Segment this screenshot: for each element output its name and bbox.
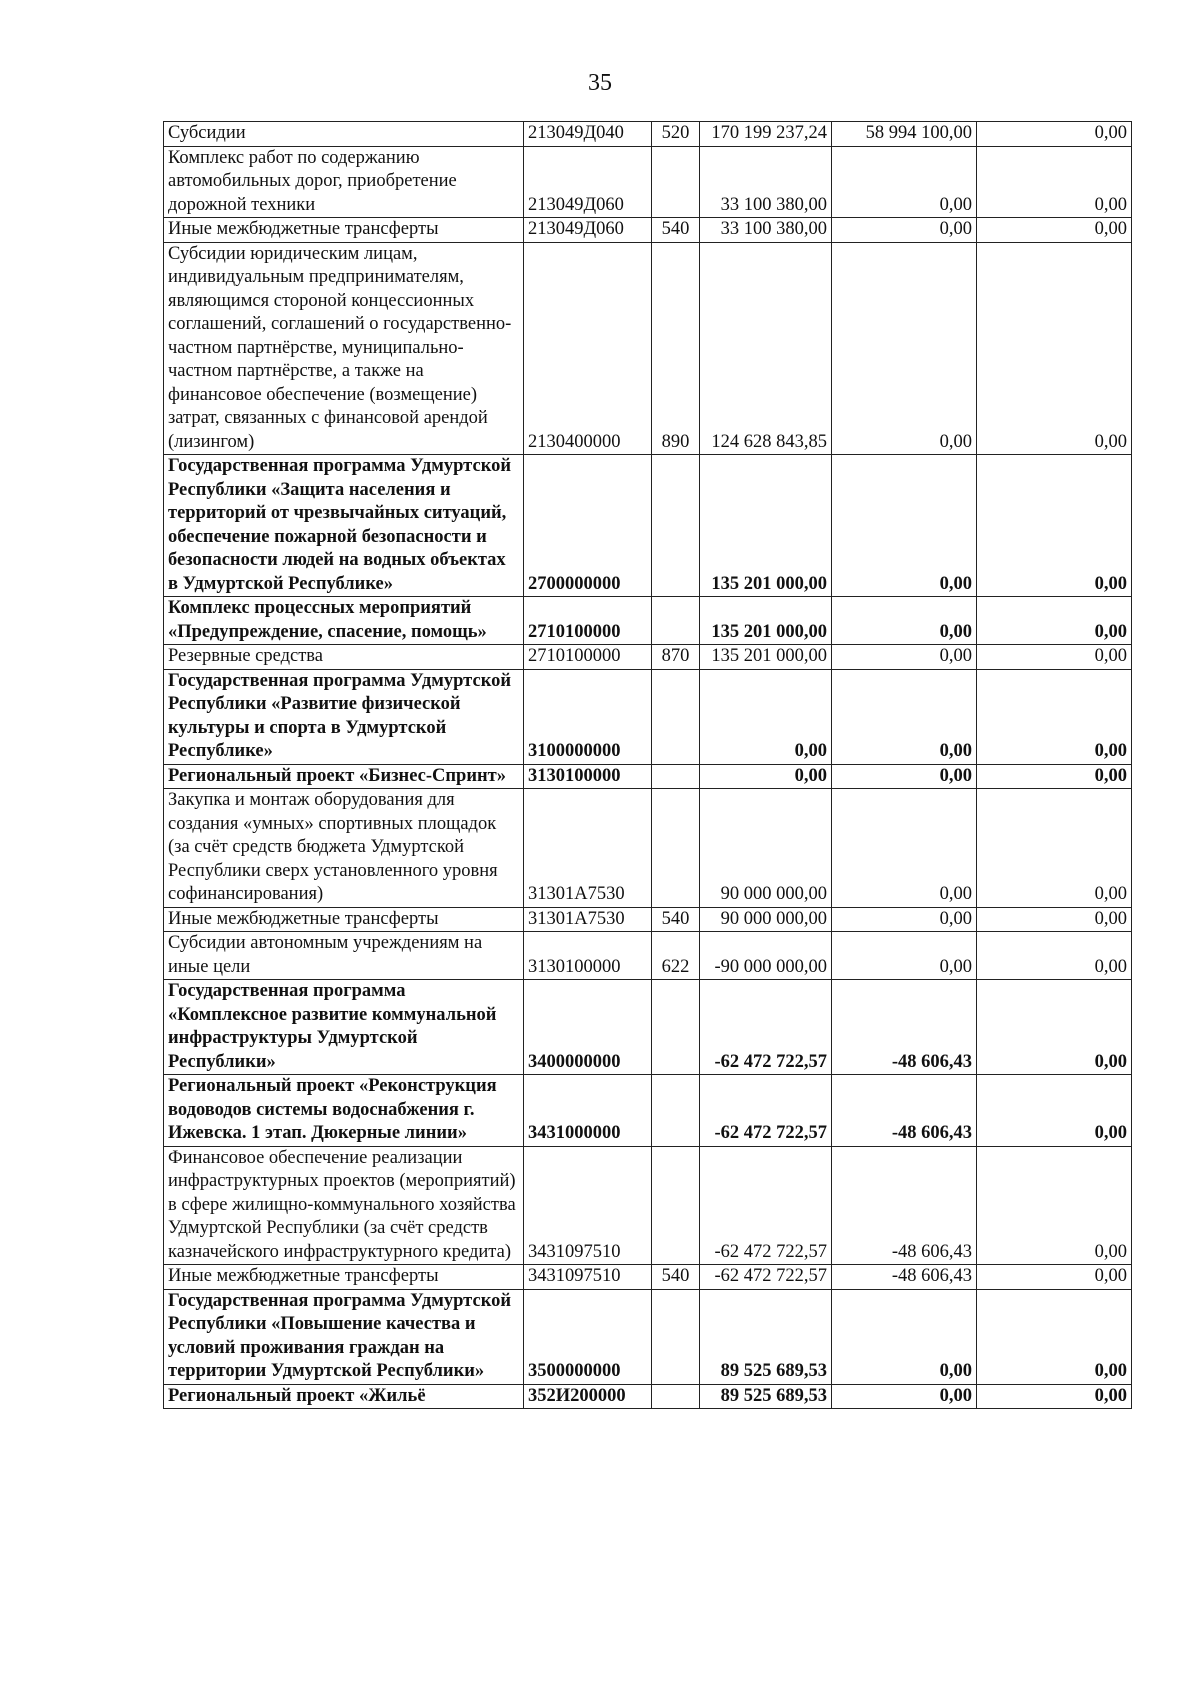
row-value-3-cell: 0,00: [977, 907, 1132, 932]
row-code-cell: 31301А7530: [524, 789, 652, 908]
row-value-2-cell: 0,00: [832, 146, 977, 218]
row-value-2-cell: 0,00: [832, 789, 977, 908]
row-value-2-cell: 0,00: [832, 1289, 977, 1384]
row-kvr-cell: 890: [652, 242, 700, 455]
row-value-1-cell: 89 525 689,53: [700, 1384, 832, 1409]
row-value-2-cell: 0,00: [832, 645, 977, 670]
row-value-3-cell: 0,00: [977, 789, 1132, 908]
row-kvr-cell: 540: [652, 218, 700, 243]
row-value-2-cell: -48 606,43: [832, 980, 977, 1075]
row-value-2-cell: 0,00: [832, 1384, 977, 1409]
row-kvr-cell: [652, 1075, 700, 1147]
row-value-1-cell: 90 000 000,00: [700, 907, 832, 932]
row-kvr-cell: [652, 146, 700, 218]
row-value-3-cell: 0,00: [977, 1265, 1132, 1290]
row-kvr-cell: [652, 597, 700, 645]
row-kvr-cell: 540: [652, 907, 700, 932]
row-value-1-cell: 124 628 843,85: [700, 242, 832, 455]
row-value-1-cell: -62 472 722,57: [700, 1075, 832, 1147]
table-row: [164, 455, 1132, 597]
row-value-1-cell: -62 472 722,57: [700, 1265, 832, 1290]
row-kvr-cell: 540: [652, 1265, 700, 1290]
row-value-2-cell: 0,00: [832, 242, 977, 455]
row-code-cell: 2700000000: [524, 455, 652, 597]
row-code-cell: 3100000000: [524, 669, 652, 764]
row-kvr-cell: 622: [652, 932, 700, 980]
row-name-cell: Закупка и монтаж оборудования для создания «умных» спортивных площадок (за счёт средств бюджета Удмуртской Республики сверх установленного уровня софинансирования): [164, 789, 524, 908]
table-row: [164, 146, 1132, 218]
row-value-3-cell: 0,00: [977, 1384, 1132, 1409]
table-row: [164, 907, 1132, 932]
row-value-3-cell: 0,00: [977, 980, 1132, 1075]
table-row: [164, 1075, 1132, 1147]
row-value-1-cell: 135 201 000,00: [700, 645, 832, 670]
row-kvr-cell: 520: [652, 122, 700, 147]
table-body: [164, 122, 1132, 1409]
row-name-cell: Иные межбюджетные трансферты: [164, 1265, 524, 1290]
row-value-1-cell: 33 100 380,00: [700, 146, 832, 218]
table-row: [164, 645, 1132, 670]
row-code-cell: 31301А7530: [524, 907, 652, 932]
row-value-3-cell: 0,00: [977, 932, 1132, 980]
row-value-2-cell: 0,00: [832, 218, 977, 243]
table-row: [164, 1289, 1132, 1384]
row-code-cell: 3500000000: [524, 1289, 652, 1384]
row-code-cell: 2710100000: [524, 645, 652, 670]
row-code-cell: 3431000000: [524, 1075, 652, 1147]
row-value-3-cell: 0,00: [977, 764, 1132, 789]
row-value-2-cell: -48 606,43: [832, 1265, 977, 1290]
row-name-cell: Финансовое обеспечение реализации инфраструктурных проектов (мероприятий) в сфере жилищно-коммунального хозяйства Удмуртской Республики (за счёт средств казначейского инфраструктурного кредита): [164, 1146, 524, 1265]
row-value-1-cell: -90 000 000,00: [700, 932, 832, 980]
row-code-cell: 3400000000: [524, 980, 652, 1075]
row-kvr-cell: [652, 455, 700, 597]
row-name-cell: Региональный проект «Бизнес-Спринт»: [164, 764, 524, 789]
row-value-2-cell: 0,00: [832, 669, 977, 764]
row-code-cell: 2710100000: [524, 597, 652, 645]
row-value-2-cell: 0,00: [832, 932, 977, 980]
page-number: 35: [588, 70, 612, 96]
table-row: [164, 980, 1132, 1075]
row-name-cell: Субсидии автономным учреждениям на иные цели: [164, 932, 524, 980]
row-name-cell: Государственная программа Удмуртской Республики «Развитие физической культуры и спорта в Удмуртской Республике»: [164, 669, 524, 764]
row-value-1-cell: 170 199 237,24: [700, 122, 832, 147]
table-row: [164, 122, 1132, 147]
row-value-1-cell: 89 525 689,53: [700, 1289, 832, 1384]
row-name-cell: Государственная программа Удмуртской Республики «Повышение качества и условий проживания граждан на территории Удмуртской Республики»: [164, 1289, 524, 1384]
row-name-cell: Субсидии: [164, 122, 524, 147]
row-kvr-cell: [652, 789, 700, 908]
row-kvr-cell: [652, 1146, 700, 1265]
row-kvr-cell: [652, 980, 700, 1075]
row-code-cell: 213049Д060: [524, 218, 652, 243]
row-code-cell: 352И200000: [524, 1384, 652, 1409]
row-value-3-cell: 0,00: [977, 669, 1132, 764]
row-value-1-cell: 135 201 000,00: [700, 597, 832, 645]
row-value-2-cell: -48 606,43: [832, 1075, 977, 1147]
row-code-cell: 213049Д040: [524, 122, 652, 147]
row-value-2-cell: 58 994 100,00: [832, 122, 977, 147]
table-row: [164, 1384, 1132, 1409]
row-code-cell: 3431097510: [524, 1265, 652, 1290]
row-name-cell: Субсидии юридическим лицам, индивидуальным предпринимателям, являющимся стороной концессионных соглашений, соглашений о государственно-частном партнёрстве, муниципально-частном партнёрстве, а также на финансовое обеспечение (возмещение) затрат, связанных с финансовой арендой (лизингом): [164, 242, 524, 455]
row-value-3-cell: 0,00: [977, 645, 1132, 670]
table-row: [164, 669, 1132, 764]
row-value-2-cell: -48 606,43: [832, 1146, 977, 1265]
row-value-3-cell: 0,00: [977, 242, 1132, 455]
row-name-cell: Иные межбюджетные трансферты: [164, 907, 524, 932]
table-row: [164, 789, 1132, 908]
row-value-2-cell: 0,00: [832, 597, 977, 645]
row-value-3-cell: 0,00: [977, 1146, 1132, 1265]
row-name-cell: Государственная программа «Комплексное развитие коммунальной инфраструктуры Удмуртской Республики»: [164, 980, 524, 1075]
row-value-3-cell: 0,00: [977, 1289, 1132, 1384]
row-name-cell: Региональный проект «Жильё: [164, 1384, 524, 1409]
row-code-cell: 3130100000: [524, 764, 652, 789]
row-value-3-cell: 0,00: [977, 1075, 1132, 1147]
table-row: [164, 597, 1132, 645]
row-kvr-cell: [652, 764, 700, 789]
row-kvr-cell: [652, 1289, 700, 1384]
row-value-2-cell: 0,00: [832, 455, 977, 597]
row-value-2-cell: 0,00: [832, 764, 977, 789]
row-name-cell: Государственная программа Удмуртской Республики «Защита населения и территорий от чрезвычайных ситуаций, обеспечение пожарной безопасности и безопасности людей на водных объектах в Удмуртской Республике»: [164, 455, 524, 597]
row-name-cell: Резервные средства: [164, 645, 524, 670]
row-value-1-cell: 0,00: [700, 764, 832, 789]
table-row: [164, 1146, 1132, 1265]
budget-table: [163, 121, 1132, 1409]
row-value-3-cell: 0,00: [977, 122, 1132, 147]
row-name-cell: Комплекс процессных мероприятий «Предупреждение, спасение, помощь»: [164, 597, 524, 645]
row-code-cell: 3431097510: [524, 1146, 652, 1265]
row-name-cell: Региональный проект «Реконструкция водоводов системы водоснабжения г. Ижевска. 1 этап. Дюкерные линии»: [164, 1075, 524, 1147]
row-value-3-cell: 0,00: [977, 597, 1132, 645]
row-value-3-cell: 0,00: [977, 146, 1132, 218]
row-code-cell: 2130400000: [524, 242, 652, 455]
row-kvr-cell: 870: [652, 645, 700, 670]
table-row: [164, 218, 1132, 243]
row-value-3-cell: 0,00: [977, 218, 1132, 243]
row-value-3-cell: 0,00: [977, 455, 1132, 597]
row-code-cell: 213049Д060: [524, 146, 652, 218]
row-value-1-cell: 0,00: [700, 669, 832, 764]
table-row: [164, 242, 1132, 455]
table-row: [164, 1265, 1132, 1290]
row-name-cell: Иные межбюджетные трансферты: [164, 218, 524, 243]
row-value-1-cell: 90 000 000,00: [700, 789, 832, 908]
row-value-2-cell: 0,00: [832, 907, 977, 932]
row-code-cell: 3130100000: [524, 932, 652, 980]
row-value-1-cell: 33 100 380,00: [700, 218, 832, 243]
row-name-cell: Комплекс работ по содержанию автомобильных дорог, приобретение дорожной техники: [164, 146, 524, 218]
row-value-1-cell: 135 201 000,00: [700, 455, 832, 597]
row-value-1-cell: -62 472 722,57: [700, 980, 832, 1075]
table-row: [164, 932, 1132, 980]
row-value-1-cell: -62 472 722,57: [700, 1146, 832, 1265]
row-kvr-cell: [652, 1384, 700, 1409]
table-row: [164, 764, 1132, 789]
row-kvr-cell: [652, 669, 700, 764]
